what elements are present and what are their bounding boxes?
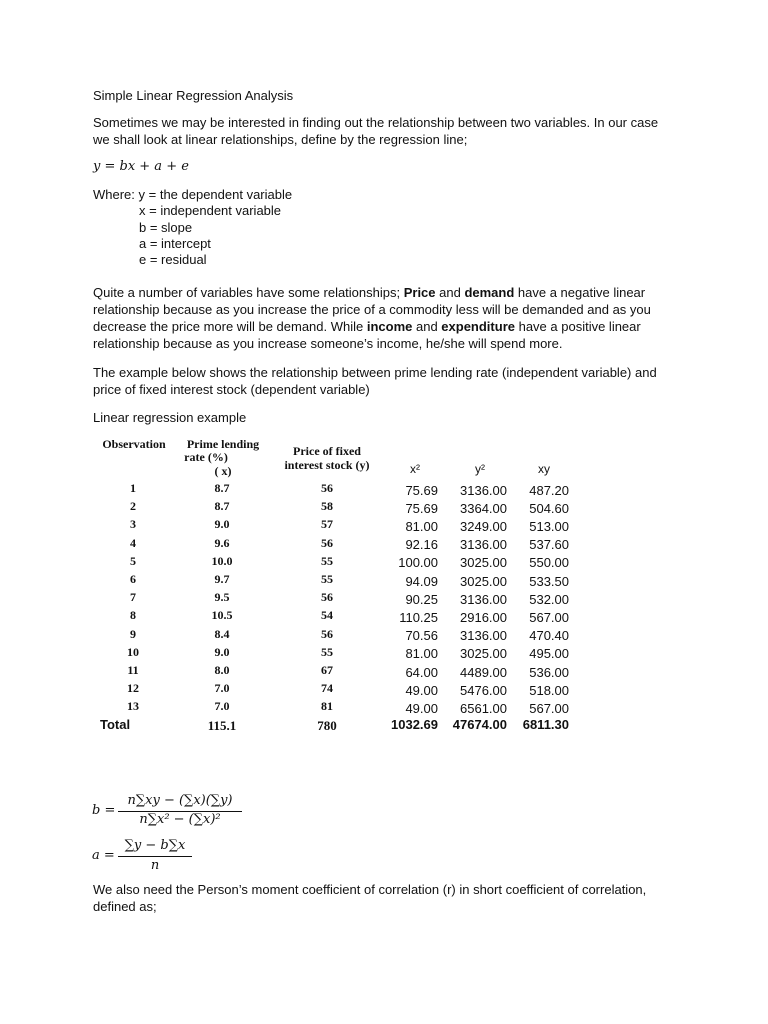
closing-paragraph: We also need the Person’s moment coefficient of correlation (r) in short coefficient of correlation, defined as; [93,882,647,914]
cell-observation: 8 [130,608,136,623]
cell-y2: 3136.00 [460,591,507,607]
header-prime-l3: ( x) [214,464,232,478]
cell-y2: 3025.00 [460,573,507,589]
cell-y: 67 [321,663,333,677]
term-price: Price [403,285,436,300]
cell-y: 56 [321,535,333,550]
cell-x: 9.7 [214,572,230,586]
cell-xy: 567.00 [529,700,569,716]
regression-equation: y = bx + a + e [93,159,189,174]
cell-x: 9.6 [214,535,230,550]
cell-xy: 532.00 [529,591,569,607]
cell-x: 7.0 [214,681,230,696]
formula-a-numerator: ∑y − b∑x [124,838,186,853]
cell-y2: 3136.00 [460,537,507,553]
cell-x: 8.7 [214,481,230,495]
cell-xy: 504.60 [529,500,569,516]
cell-observation: 12 [127,681,139,696]
document-title: Simple Linear Regression Analysis [93,88,294,103]
cell-y2: 3249.00 [460,518,507,534]
cell-xy: 536.00 [529,664,569,680]
cell-observation: 6 [130,572,136,586]
cell-observation: 13 [127,699,139,714]
total-y2: 47674.00 [452,717,507,732]
cell-x: 10.0 [211,553,233,568]
cell-observation: 5 [130,553,136,568]
cell-x2: 90.25 [405,591,438,607]
cell-observation: 4 [130,535,136,550]
cell-y: 74 [321,681,333,696]
cell-xy: 537.60 [529,537,569,553]
cell-observation: 3 [130,517,136,532]
term-expenditure: expenditure [441,319,515,334]
cell-y: 56 [321,626,333,641]
cell-x2: 70.56 [405,628,438,644]
cell-x2: 92.16 [405,537,438,553]
where-item: a = intercept [139,235,211,251]
cell-x2: 110.25 [399,609,438,625]
where-lead: Where: y = the dependent variable [93,187,293,202]
total-x: 115.1 [207,718,237,733]
text-run: have a positive linear relationship because as you increase someone’s income, he/she will spend more. [93,319,641,351]
cell-y2: 3364.00 [460,500,507,516]
cell-y: 81 [321,699,333,714]
cell-y2: 3136.00 [460,482,507,498]
cell-x2: 75.69 [405,500,438,516]
cell-xy: 567.00 [529,609,569,625]
cell-xy: 495.00 [529,646,569,662]
header-prime-l2: rate (%) [184,450,228,464]
intro-paragraph: Sometimes we may be interested in finding out the relationship between two variables. In our case we shall look at linear relationships, define by the regression line; [93,115,659,147]
total-label: Total [100,717,131,732]
where-item: e = residual [139,252,207,268]
where-item: x = independent variable [139,203,282,219]
cell-x: 8.0 [214,663,230,677]
cell-observation: 1 [130,481,136,495]
header-xy: xy [538,462,550,476]
header-price-l1: Price of fixed [293,444,361,458]
cell-x2: 64.00 [405,664,438,680]
header-y2: y² [475,462,485,476]
total-xy: 6811.30 [522,717,569,732]
total-x2: 1032.69 [391,717,438,732]
cell-y2: 4489.00 [460,664,507,680]
formula-a-denominator: n [150,858,160,873]
cell-x2: 81.00 [405,646,438,662]
term-income: income [366,319,413,334]
cell-y2: 5476.00 [460,682,507,698]
text-run: and [435,285,465,300]
cell-observation: 7 [130,590,136,605]
cell-y: 55 [321,553,333,568]
cell-y: 55 [321,644,333,659]
cell-observation: 9 [130,626,136,641]
cell-xy: 513.00 [529,518,569,534]
relationships-paragraph [93,284,673,352]
cell-x2: 49.00 [405,700,438,716]
term-demand: demand [464,285,515,300]
example-label: Linear regression example [93,410,247,425]
total-y: 780 [317,718,337,733]
cell-x: 9.0 [214,517,230,532]
cell-observation: 11 [127,663,139,677]
text-run: Quite a number of variables have some relationships; [93,285,404,300]
cell-observation: 10 [127,644,139,659]
cell-xy: 533.50 [529,573,569,589]
cell-x2: 81.00 [405,518,438,534]
cell-x2: 100.00 [398,555,438,571]
formula-b-lhs: b = [92,803,116,818]
cell-y: 56 [321,590,333,605]
header-x2: x² [410,462,420,476]
cell-y: 56 [321,481,333,495]
cell-x: 10.5 [211,608,233,623]
cell-observation: 2 [130,499,136,514]
example-paragraph: The example below shows the relationship between prime lending rate (independent variable) and price of fixed interest stock (dependent variable) [93,365,657,397]
cell-y2: 3136.00 [460,628,507,644]
cell-x: 8.7 [214,499,230,514]
cell-y2: 6561.00 [460,700,507,716]
where-definitions [93,186,673,267]
cell-x: 9.0 [214,644,230,659]
text-run: have a negative linear relationship because as you increase the price of a commodity less will be demanded and as you decrease the price more will be demand. While [93,285,651,334]
formula-b-numerator: n∑xy − (∑x)(∑y) [127,793,233,808]
fraction-bar [118,856,192,857]
formula-a-lhs: a = [92,848,115,863]
header-observation: Observation [102,437,166,451]
cell-y: 54 [321,608,333,623]
cell-xy: 550.00 [529,555,569,571]
cell-xy: 518.00 [529,682,569,698]
header-prime-l1: Prime lending [186,437,260,451]
cell-x: 9.5 [214,590,230,605]
cell-x2: 75.69 [405,482,438,498]
header-price-l2: interest stock (y) [284,458,370,472]
cell-y2: 3025.00 [460,555,507,571]
formula-b-denominator: n∑x² − (∑x)² [139,812,221,827]
where-item: b = slope [139,219,193,235]
cell-x2: 94.09 [405,573,438,589]
cell-x2: 49.00 [405,682,438,698]
text-run: and [412,319,442,334]
cell-y2: 2916.00 [460,609,507,625]
cell-y: 57 [321,517,333,532]
cell-x: 7.0 [214,699,230,714]
cell-y: 55 [321,572,333,586]
cell-y: 58 [321,499,333,514]
cell-xy: 487.20 [529,482,569,498]
cell-x: 8.4 [214,626,230,641]
cell-y2: 3025.00 [460,646,507,662]
cell-xy: 470.40 [529,628,569,644]
